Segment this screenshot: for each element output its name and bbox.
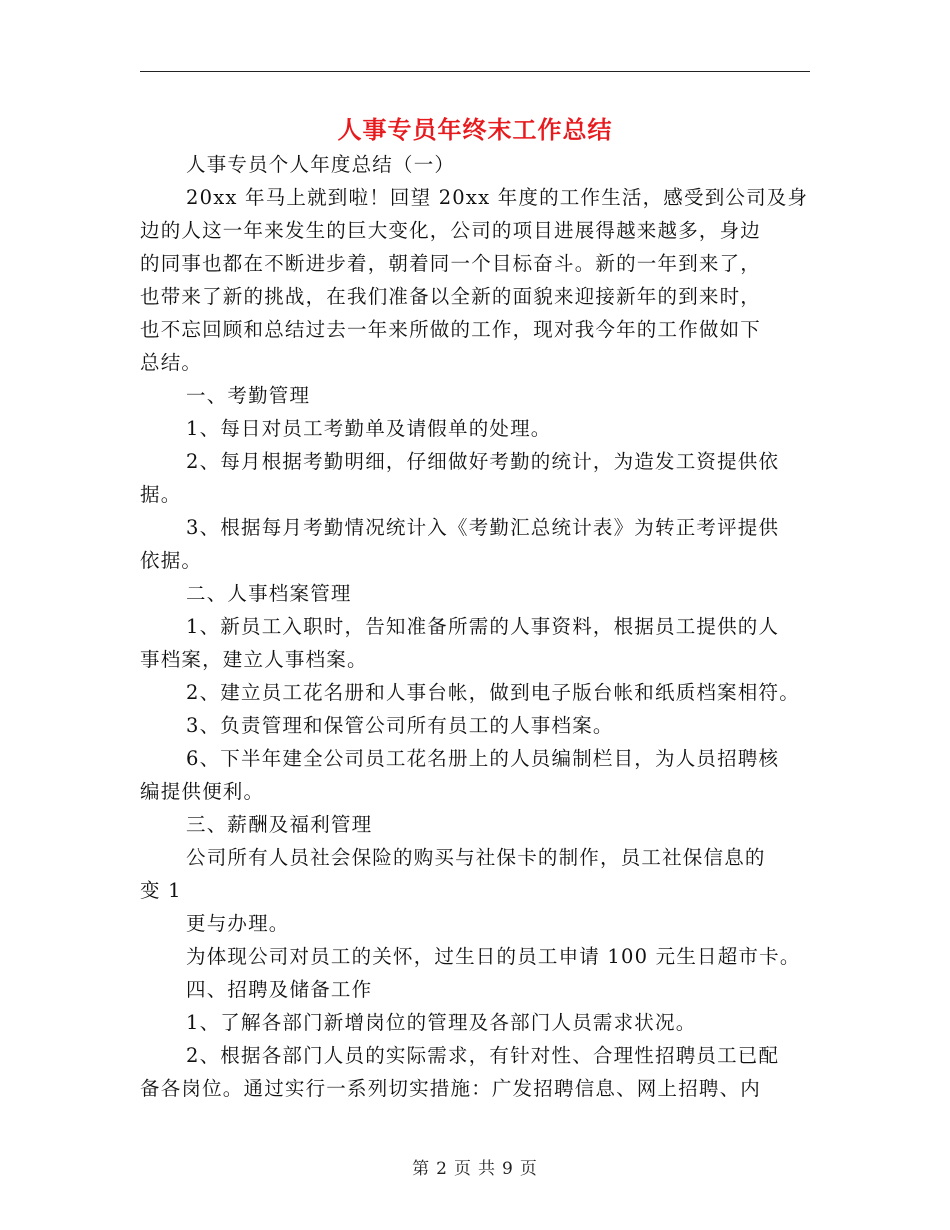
- footer-suffix: 页: [519, 1159, 538, 1179]
- paragraph-line: 据。: [140, 483, 182, 506]
- paragraph-line: 边的人这一年来发生的巨大变化，公司的项目进展得越来越多，身边: [140, 219, 762, 242]
- paragraph-line: 一、考勤管理: [186, 384, 311, 407]
- paragraph-line: 2、每月根据考勤明细，仔细做好考勤的统计，为造发工资提供依: [186, 450, 780, 473]
- paragraph-line: 总结。: [140, 351, 203, 374]
- footer-page-word: 页: [454, 1159, 472, 1179]
- paragraph-line: 6、下半年建全公司员工花名册上的人员编制栏目，为人员招聘核: [186, 747, 780, 770]
- paragraph-line: 二、人事档案管理: [186, 582, 352, 605]
- paragraph-line: 四、招聘及储备工作: [186, 978, 373, 1001]
- paragraph-line: 1、每日对员工考勤单及请假单的处理。: [186, 417, 552, 440]
- paragraph-line: 也带来了新的挑战，在我们准备以全新的面貌来迎接新年的到来时，: [140, 285, 762, 308]
- paragraph-line: 更与办理。: [186, 912, 290, 935]
- paragraph-line: 2、根据各部门人员的实际需求，有针对性、合理性招聘员工已配: [186, 1044, 780, 1067]
- paragraph-line: 三、薪酬及福利管理: [186, 813, 373, 836]
- paragraph-line: 依据。: [140, 549, 203, 572]
- footer-current-page: 2: [436, 1159, 448, 1179]
- paragraph-line: 人事专员个人年度总结（一）: [186, 153, 456, 176]
- paragraph-line: 20xx 年马上就到啦！回望 20xx 年度的工作生活，感受到公司及身: [186, 186, 809, 209]
- footer-total-prefix: 共: [478, 1159, 496, 1179]
- paragraph-line: 的同事也都在不断进步着，朝着同一个目标奋斗。新的一年到来了，: [140, 252, 762, 275]
- paragraph-line: 也不忘回顾和总结过去一年来所做的工作，现对我今年的工作做如下: [140, 318, 762, 341]
- document-body: [140, 148, 812, 1105]
- paragraph-line: 事档案，建立人事档案。: [140, 648, 368, 671]
- paragraph-line: 2、建立员工花名册和人事台帐，做到电子版台帐和纸质档案相符。: [186, 681, 800, 704]
- document-title: 人事专员年终末工作总结: [337, 116, 613, 144]
- paragraph-line: 公司所有人员社会保险的购买与社保卡的制作，员工社保信息的: [186, 846, 766, 869]
- paragraph-line: 3、负责管理和保管公司所有员工的人事档案。: [186, 714, 614, 737]
- paragraph-line: 1、了解各部门新增岗位的管理及各部门人员需求状况。: [186, 1011, 697, 1034]
- paragraph-line: 编提供便利。: [140, 780, 265, 803]
- paragraph-line: 变 1: [140, 879, 182, 902]
- paragraph-line: 1、新员工入职时，告知准备所需的人事资料，根据员工提供的人: [186, 615, 780, 638]
- page-footer: [0, 1154, 950, 1179]
- paragraph-line: 备各岗位。通过实行一系列切实措施：广发招聘信息、网上招聘、内: [140, 1077, 762, 1100]
- header-rule: [140, 71, 810, 72]
- paragraph-line: 3、根据每月考勤情况统计入《考勤汇总统计表》为转正考评提供: [186, 516, 780, 539]
- footer-total-pages: 9: [502, 1159, 514, 1179]
- footer-prefix: 第: [412, 1159, 431, 1179]
- paragraph-line: 为体现公司对员工的关怀，过生日的员工申请 100 元生日超市卡。: [186, 945, 801, 968]
